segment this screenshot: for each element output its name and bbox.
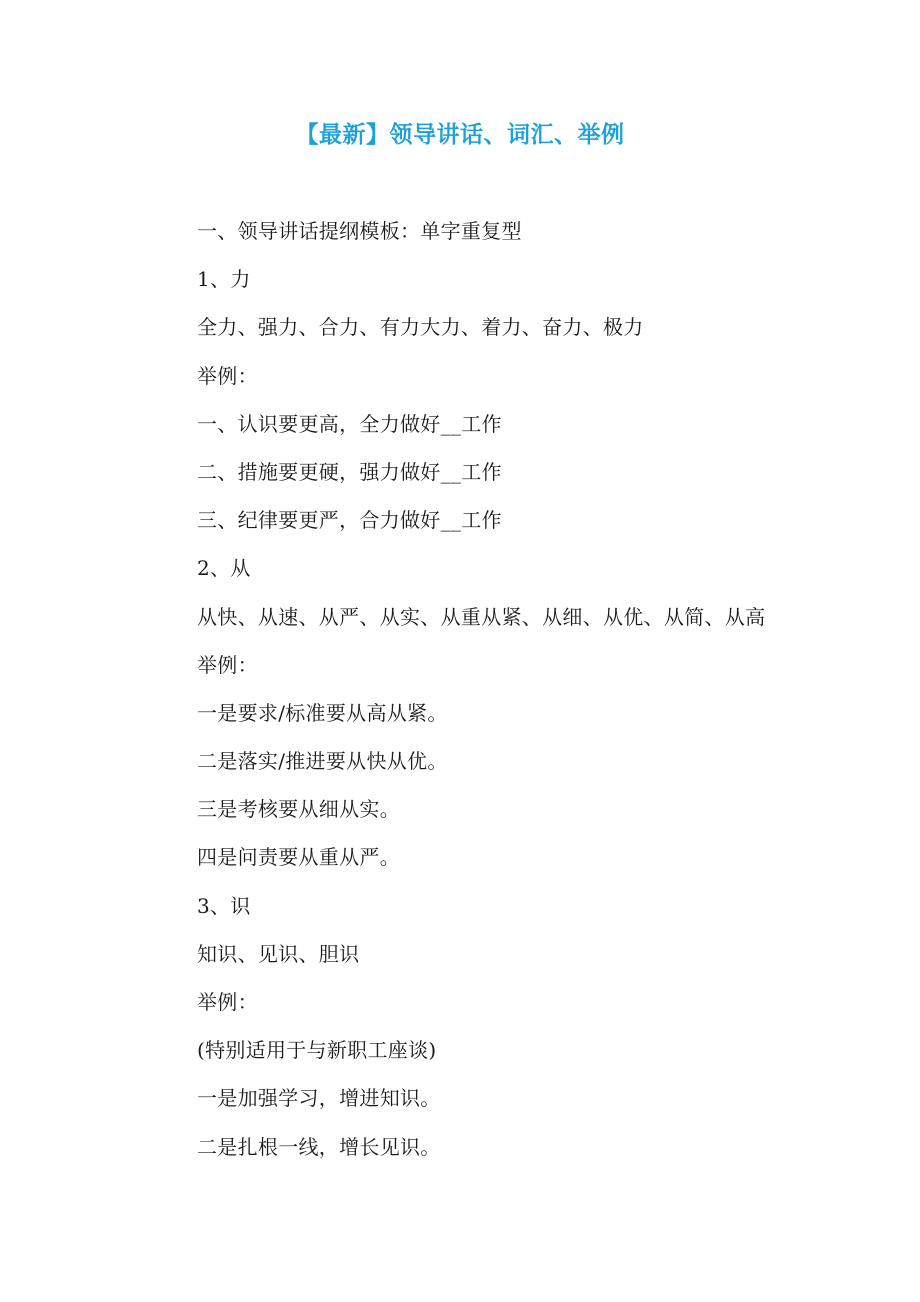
word-list: 全力、强力、合力、有力大力、着力、奋力、极力 xyxy=(197,315,644,340)
example-line: 二是落实/推进要从快从优。 xyxy=(197,749,448,774)
word-list: 从快、从速、从严、从实、从重从紧、从细、从优、从简、从高 xyxy=(197,604,766,629)
example-label: 举例： xyxy=(197,990,258,1014)
subheading-li: 1、力 xyxy=(197,267,251,292)
example-line: 二、措施要更硬，强力做好__工作 xyxy=(197,459,502,484)
example-line: 一、认识要更高，全力做好__工作 xyxy=(197,411,502,436)
document-title: 【最新】领导讲话、词汇、举例 xyxy=(295,121,625,148)
example-label: 举例： xyxy=(197,363,258,388)
example-line: 二是扎根一线，增长见识。 xyxy=(197,1134,441,1159)
example-note: (特别适用于与新职工座谈) xyxy=(197,1038,437,1063)
subheading-shi: 3、识 xyxy=(197,893,251,918)
document-body xyxy=(197,212,877,1176)
example-line: 一是加强学习，增进知识。 xyxy=(197,1086,441,1111)
example-label: 举例： xyxy=(197,652,258,677)
example-line: 四是问责要从重从严。 xyxy=(197,845,400,870)
example-line: 三、纪律要更严，合力做好__工作 xyxy=(197,508,502,533)
word-list: 知识、见识、胆识 xyxy=(197,941,360,966)
subheading-cong: 2、从 xyxy=(197,556,251,581)
example-line: 三是考核要从细从实。 xyxy=(197,797,400,822)
example-line: 一是要求/标准要从高从紧。 xyxy=(197,700,448,725)
section-heading: 一、领导讲话提纲模板：单字重复型 xyxy=(197,219,522,243)
